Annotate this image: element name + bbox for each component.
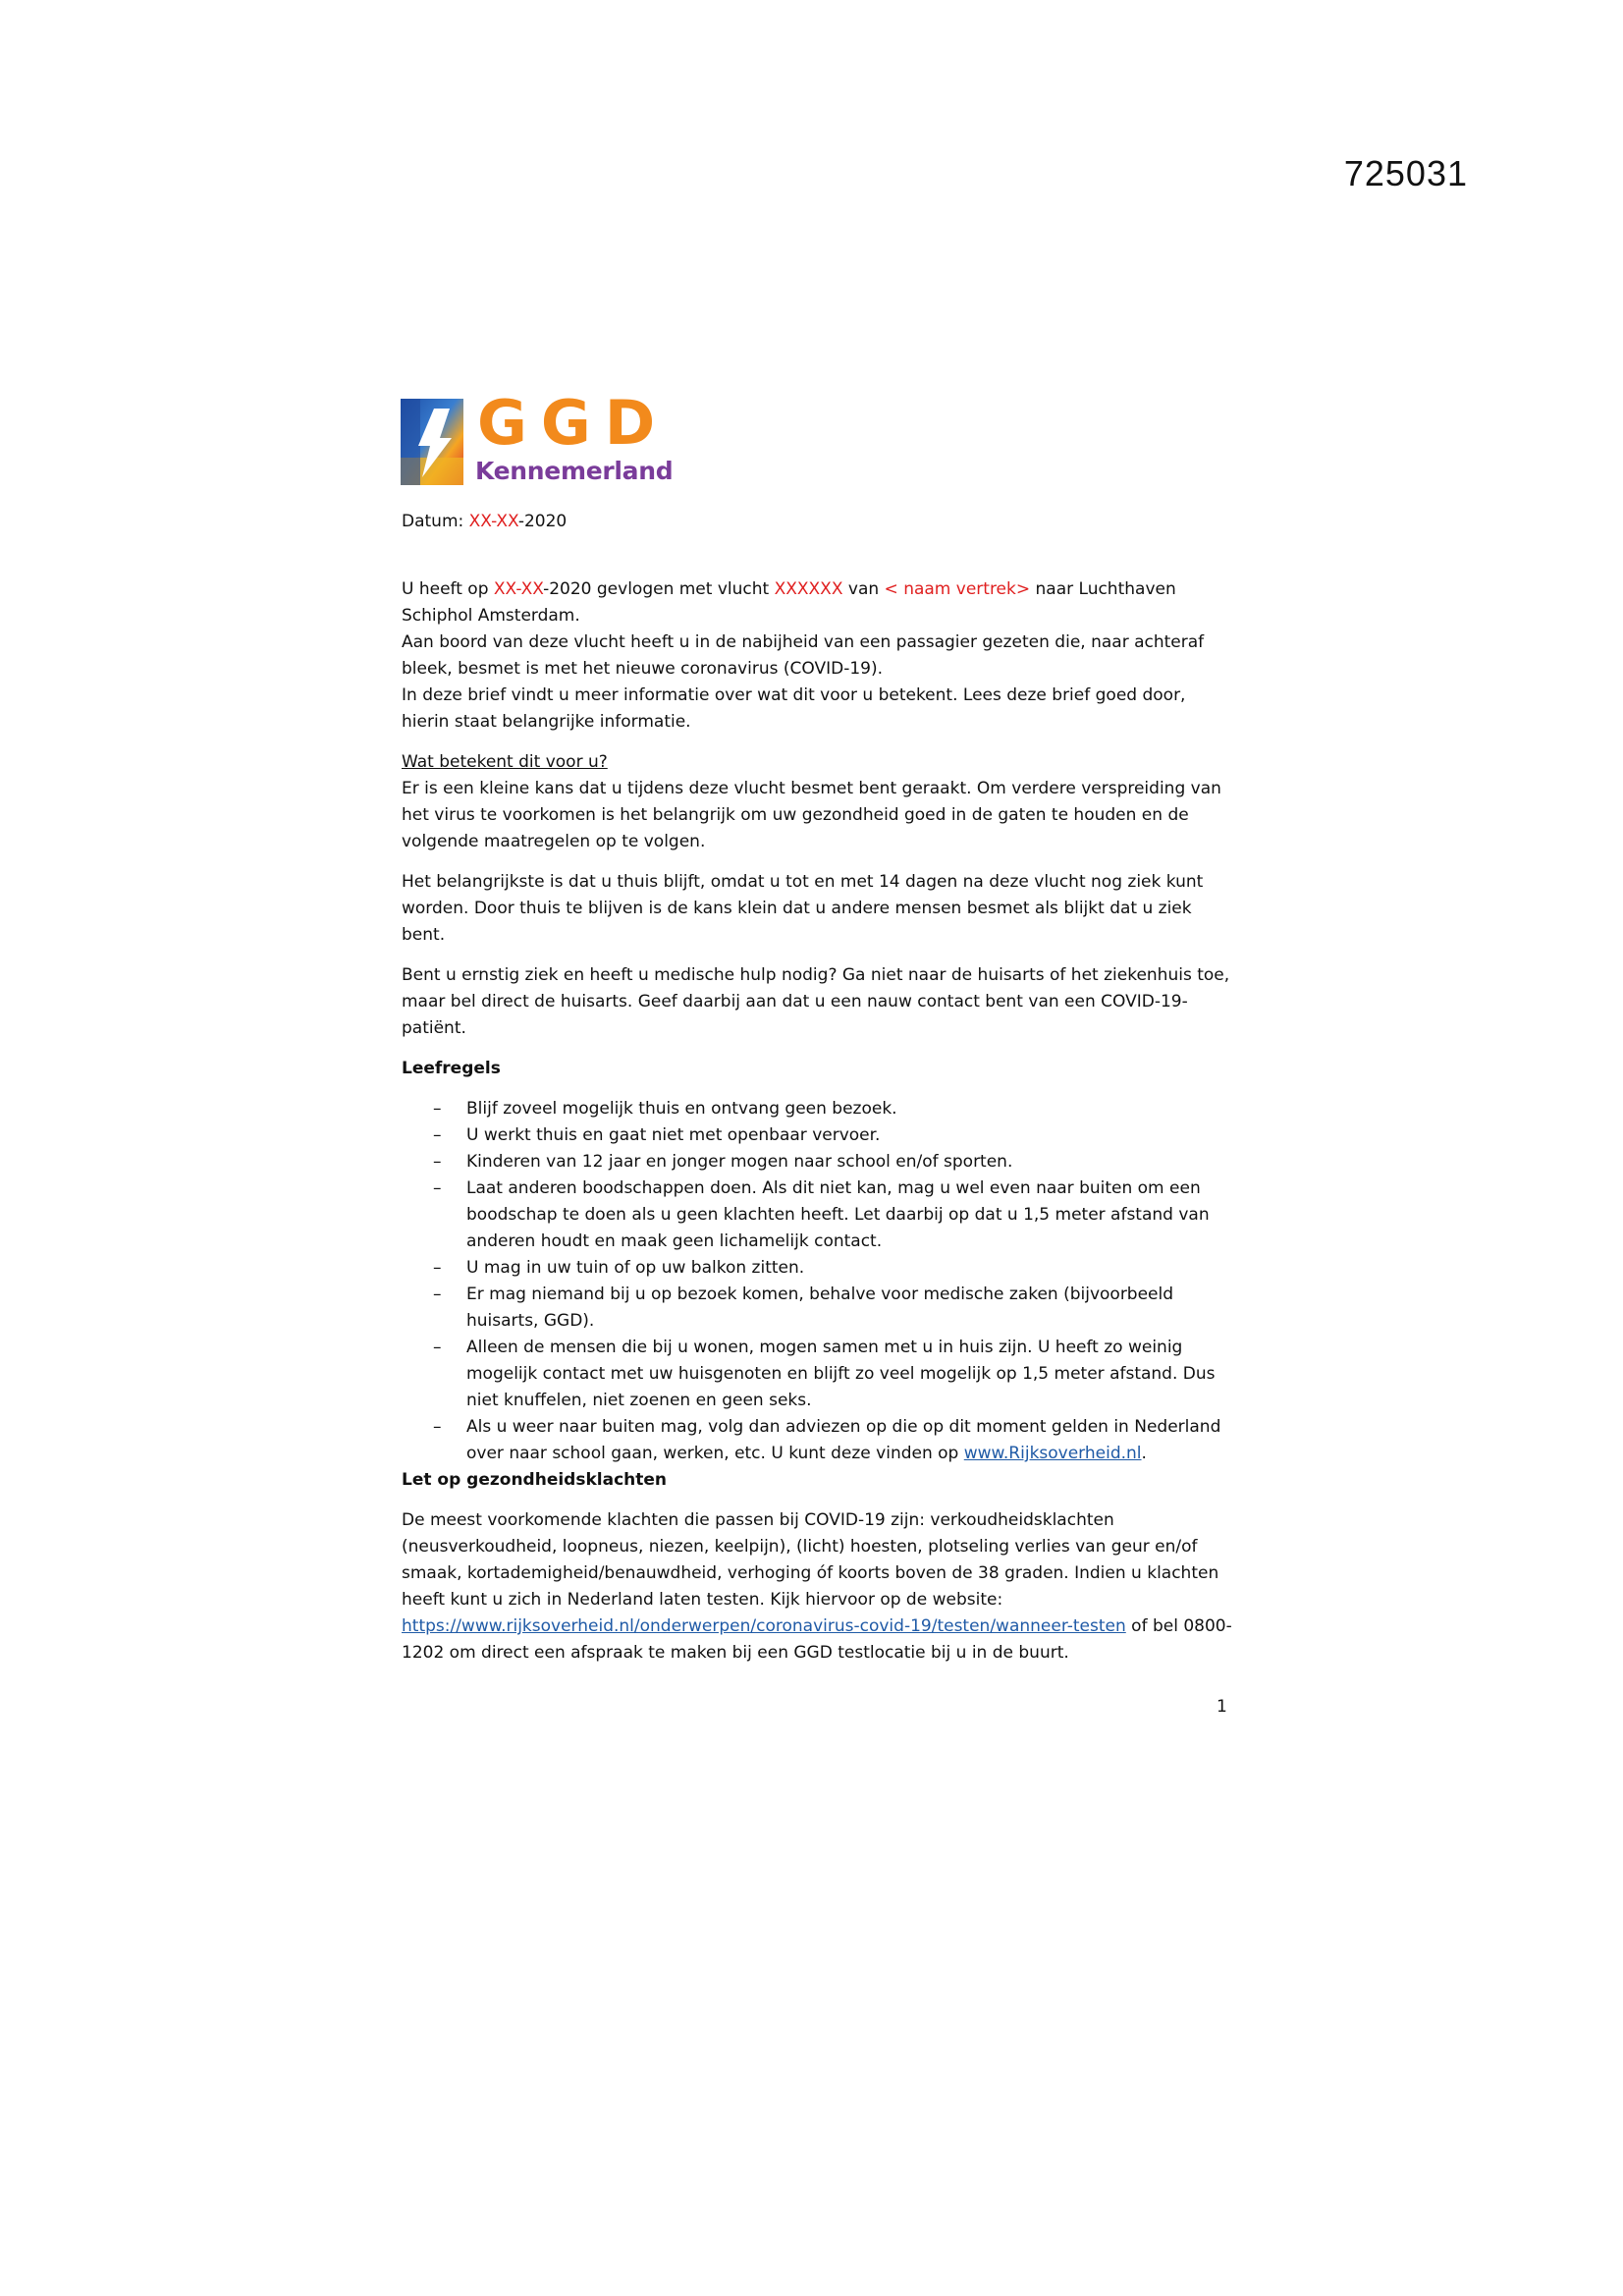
section-heading-rules: Leefregels	[402, 1059, 501, 1078]
logo-region-text: Kennemerland	[475, 457, 674, 485]
meaning-paragraph-3: Bent u ernstig ziek en heeft u medische hulp nodig? Ga niet naar de huisarts of het ziekenhuis toe, maar bel direct de huisarts. Geef daarbij aan dat u een nauw contact bent van een COVID-19-patiënt.	[402, 965, 1230, 1038]
list-item: – U mag in uw tuin of op uw balkon zitten.	[433, 1258, 805, 1278]
logo-ggd-text: GGD	[477, 387, 670, 459]
document-number: 725031	[1343, 153, 1468, 193]
list-item: – Er mag niemand bij u op bezoek komen, behalve voor medische zaken (bijvoorbeeld huisarts, GGD).	[433, 1285, 1174, 1331]
list-item: – Als u weer naar buiten mag, volg dan adviezen op die op dit moment gelden in Nederland over naar school gaan, werken, etc. U kunt deze vinden op www.Rijksoverheid.nl.	[433, 1417, 1221, 1463]
testing-info-link[interactable]: https://www.rijksoverheid.nl/onderwerpen/coronavirus-covid-19/testen/wanneer-testen	[402, 1616, 1126, 1636]
intro-contact-paragraph: Aan boord van deze vlucht heeft u in de nabijheid van een passagier gezeten die, naar achteraf bleek, besmet is met het nieuwe coronavirus (COVID-19).	[402, 632, 1205, 679]
page-number: 1	[1217, 1697, 1227, 1717]
list-item: – Alleen de mensen die bij u wonen, mogen samen met u in huis zijn. U heeft zo weinig mogelijk contact met uw huisgenoten en blijft zo veel mogelijk op 1,5 meter afstand. Dus niet knuffelen, niet zoenen en geen seks.	[433, 1338, 1216, 1410]
section-heading-meaning: Wat betekent dit voor u?	[402, 752, 608, 772]
letter-body	[402, 509, 1236, 1667]
intro-info-paragraph: In deze brief vindt u meer informatie over wat dit voor u betekent. Lees deze brief goed door, hierin staat belangrijke informatie.	[402, 685, 1186, 732]
list-item: – U werkt thuis en gaat niet met openbaar vervoer.	[433, 1125, 881, 1145]
ggd-logo	[401, 387, 676, 489]
date-line: Datum: XX-XX-2020	[402, 512, 568, 531]
complaints-paragraph: De meest voorkomende klachten die passen bij COVID-19 zijn: verkoudheidsklachten (neusverkoudheid, loopneus, niezen, keelpijn), (licht) hoesten, plotseling verlies van geur en/of smaak, kortademigheid/benauwdheid, verhoging óf koorts boven de 38 graden. Indien u klachten heeft kunt u zich in Nederland laten testen. Kijk hiervoor op de website: https://www.rijksoverheid.nl/onderwerpen/coronavirus-covid-19/testen/wanneer-testen of bel 0800-1202 om direct een afspraak te maken bij een GGD testlocatie bij u in de buurt.	[402, 1510, 1232, 1663]
rules-list	[402, 1096, 1236, 1467]
list-item: – Kinderen van 12 jaar en jonger mogen naar school en/of sporten.	[433, 1152, 1013, 1172]
rijksoverheid-link[interactable]: www.Rijksoverheid.nl	[963, 1444, 1142, 1463]
list-item: – Blijf zoveel mogelijk thuis en ontvang geen bezoek.	[433, 1099, 897, 1119]
section-heading-complaints: Let op gezondheidsklachten	[402, 1470, 668, 1490]
ggd-logo-mark-icon	[401, 399, 463, 485]
meaning-paragraph-1: Er is een kleine kans dat u tijdens deze vlucht besmet bent geraakt. Om verdere verspreiding van het virus te voorkomen is het belangrijk om uw gezondheid goed in de gaten te houden en de volgende maatregelen op te volgen.	[402, 779, 1221, 851]
list-item: – Laat anderen boodschappen doen. Als dit niet kan, mag u wel even naar buiten om een boodschap te doen als u geen klachten heeft. Let daarbij op dat u 1,5 meter afstand van anderen houdt en maak geen lichamelijk contact.	[433, 1178, 1210, 1251]
meaning-paragraph-2: Het belangrijkste is dat u thuis blijft, omdat u tot en met 14 dagen na deze vlucht nog ziek kunt worden. Door thuis te blijven is de kans klein dat u andere mensen besmet als blijkt dat u ziek bent.	[402, 872, 1204, 945]
intro-flight-paragraph: U heeft op XX-XX-2020 gevlogen met vlucht XXXXXX van < naam vertrek> naar Luchthaven Schiphol Amsterdam.	[402, 579, 1176, 626]
